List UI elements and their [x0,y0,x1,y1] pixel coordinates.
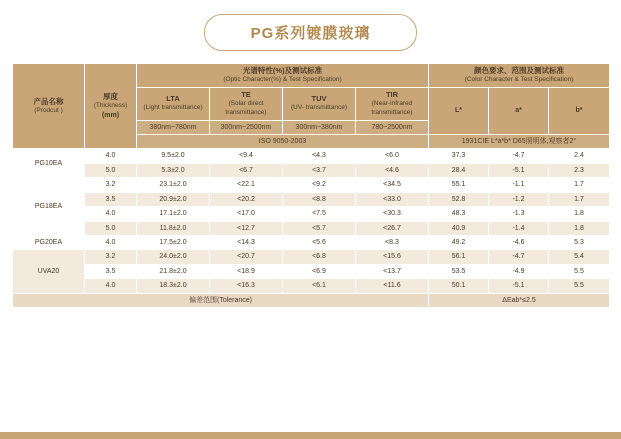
cell-a: -4.6 [489,236,549,250]
header-te: TE (Solar direct transmittance) [210,87,283,120]
page-title: PG系列镀膜玻璃 [204,14,418,51]
cell-a: -1.2 [489,192,549,206]
cell-tir: <15.6 [356,250,429,264]
cell-thickness: 5.0 [85,163,137,177]
header-te-range: 300nm~2500nm [210,120,283,134]
cell-a: -1.3 [489,207,549,221]
table-row [13,149,610,163]
cell-product: PG20EA [13,236,85,250]
cell-b: 5.4 [549,250,610,264]
header-group-optic: 光谱特性(%)及测试标准 (Optic Character(%) & Test Specification) [137,64,429,88]
cell-thickness: 3.5 [85,264,137,278]
cell-tuv: <8.8 [283,192,356,206]
header-tir-range: 780~2500nm [356,120,429,134]
table-row [13,250,610,264]
header-optic-standard: ISO 9050-2003 [137,134,429,148]
cell-tuv: <4.3 [283,149,356,163]
footer-tolerance-value: ΔEab*≤2.5 [429,293,610,307]
cell-tuv: <6.9 [283,264,356,278]
bottom-accent-bar [0,432,621,439]
cell-l: 55.1 [429,178,489,192]
cell-tir: <8.3 [356,236,429,250]
table-row [13,264,610,278]
table-footer-row [13,293,610,307]
cell-thickness: 4.0 [85,236,137,250]
cell-b: 5.3 [549,236,610,250]
table-row [13,163,610,177]
cell-tuv: <7.5 [283,207,356,221]
cell-te: <17.0 [210,207,283,221]
cell-lta: 18.3±2.0 [137,279,210,293]
header-lta-range: 380nm~780nm [137,120,210,134]
cell-b: 5.5 [549,264,610,278]
cell-te: <20.7 [210,250,283,264]
cell-te: <22.1 [210,178,283,192]
specification-table [12,63,610,308]
cell-thickness: 4.0 [85,149,137,163]
cell-tuv: <9.2 [283,178,356,192]
cell-product: PG18EA [13,178,85,236]
header-tir: TIR (Near-infrared transmittance) [356,87,429,120]
cell-lta: 17.1±2.0 [137,207,210,221]
table-row [13,207,610,221]
cell-b: 5.5 [549,279,610,293]
table-row [13,221,610,235]
cell-b: 1.8 [549,207,610,221]
cell-product: PG10EA [13,149,85,178]
cell-tir: <30.3 [356,207,429,221]
cell-lta: 17.5±2.0 [137,236,210,250]
header-a-star: a* [489,87,549,134]
cell-l: 28.4 [429,163,489,177]
cell-tir: <6.0 [356,149,429,163]
table-row [13,192,610,206]
cell-tir: <26.7 [356,221,429,235]
cell-tuv: <6.1 [283,279,356,293]
cell-a: -5.1 [489,279,549,293]
cell-a: -4.9 [489,264,549,278]
cell-thickness: 3.5 [85,192,137,206]
cell-l: 56.1 [429,250,489,264]
cell-l: 37.3 [429,149,489,163]
cell-l: 53.5 [429,264,489,278]
cell-lta: 23.1±2.0 [137,178,210,192]
cell-l: 40.9 [429,221,489,235]
cell-tuv: <5.6 [283,236,356,250]
cell-te: <9.4 [210,149,283,163]
header-product: 产品名称 (Prodcut ) [13,64,85,149]
cell-tir: <11.6 [356,279,429,293]
cell-a: -1.4 [489,221,549,235]
cell-te: <12.7 [210,221,283,235]
header-color-standard: 1931CIE L*a*b* D65照明体,观察者2° [429,134,610,148]
cell-a: -1.1 [489,178,549,192]
table-header-groups [13,64,610,88]
cell-thickness: 5.0 [85,221,137,235]
header-thickness: 厚度 (Thickness) (mm) [85,64,137,149]
cell-tuv: <3.7 [283,163,356,177]
cell-tir: <13.7 [356,264,429,278]
header-group-color: 颜色要求、范围及测试标准 (Color Character & Test Specification) [429,64,610,88]
table-row [13,279,610,293]
table-row [13,178,610,192]
cell-thickness: 3.2 [85,250,137,264]
cell-b: 2.4 [549,149,610,163]
cell-l: 52.8 [429,192,489,206]
header-b-star: b* [549,87,610,134]
cell-te: <14.3 [210,236,283,250]
cell-thickness: 3.2 [85,178,137,192]
cell-lta: 20.9±2.0 [137,192,210,206]
header-tuv: TUV (UV- transmittance) [283,87,356,120]
cell-lta: 24.0±2.0 [137,250,210,264]
cell-tuv: <5.7 [283,221,356,235]
cell-tir: <33.0 [356,192,429,206]
cell-lta: 5.3±2.0 [137,163,210,177]
cell-thickness: 4.0 [85,207,137,221]
cell-te: <18.9 [210,264,283,278]
cell-tuv: <6.8 [283,250,356,264]
cell-a: -4.7 [489,250,549,264]
table-row [13,236,610,250]
header-lta: LTA (Light transmittance) [137,87,210,120]
cell-b: 1.7 [549,192,610,206]
cell-thickness: 4.0 [85,279,137,293]
cell-te: <6.7 [210,163,283,177]
cell-product: UVA20 [13,250,85,293]
cell-a: -5.1 [489,163,549,177]
cell-b: 1.8 [549,221,610,235]
title-container [0,0,621,63]
cell-l: 50.1 [429,279,489,293]
cell-lta: 9.5±2.0 [137,149,210,163]
cell-te: <20.2 [210,192,283,206]
cell-l: 49.2 [429,236,489,250]
header-tuv-range: 300nm~380nm [283,120,356,134]
cell-b: 2.3 [549,163,610,177]
cell-tir: <4.6 [356,163,429,177]
header-l-star: L* [429,87,489,134]
cell-b: 1.7 [549,178,610,192]
cell-l: 48.3 [429,207,489,221]
cell-tir: <34.5 [356,178,429,192]
cell-lta: 11.8±2.0 [137,221,210,235]
cell-lta: 21.8±2.0 [137,264,210,278]
cell-te: <16.3 [210,279,283,293]
cell-a: -4.7 [489,149,549,163]
footer-tolerance-label: 偏差范围(Tolerance) [13,293,429,307]
